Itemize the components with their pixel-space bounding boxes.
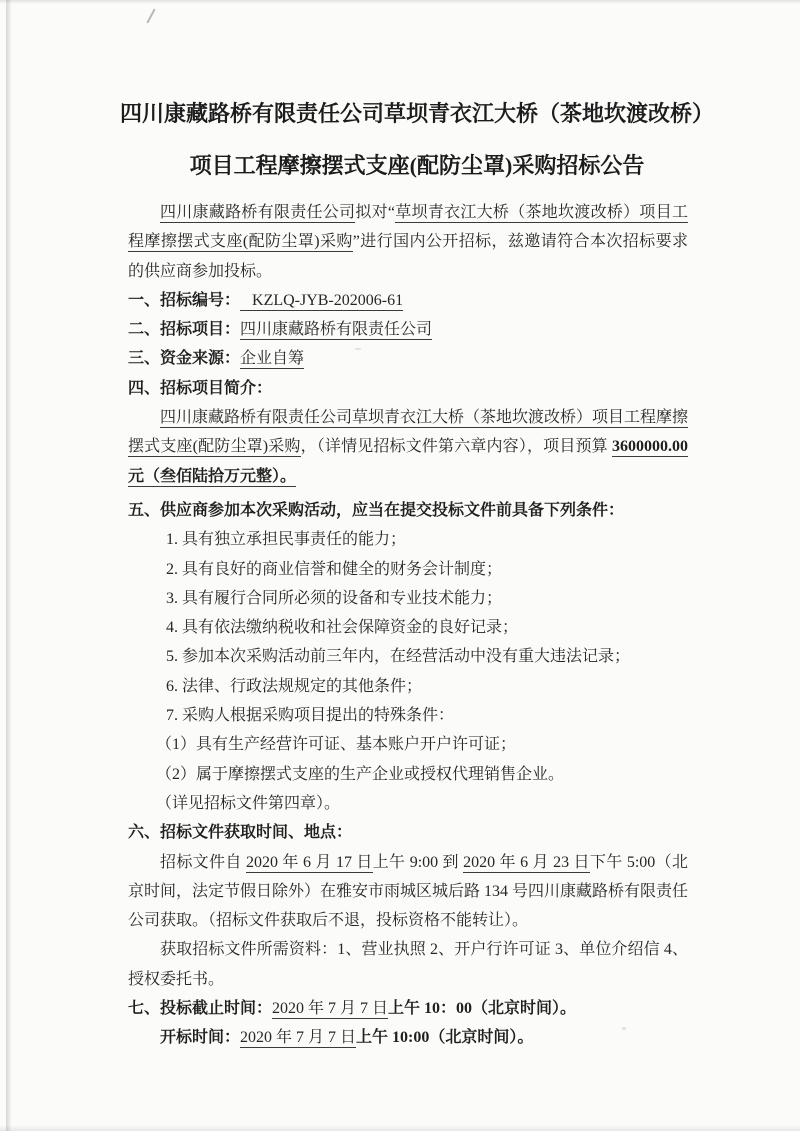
bidder-company-name: 四川康藏路桥有限责任公司	[160, 204, 356, 221]
bid-opening-line	[128, 1023, 688, 1052]
scan-edge-top-shadow	[0, 0, 800, 4]
intro-text-rest: ”进行国内公开招标，兹邀请符合本次招标要求的供应商参加投标。	[128, 233, 688, 280]
fund-source-value: 企业自筹	[240, 350, 305, 368]
title-line-2: 项目工程摩擦摆式支座(配防尘罩)采购招标公告	[189, 153, 645, 178]
section6-heading: 六、招标文件获取时间、地点：	[128, 824, 353, 842]
bid-deadline-date: 2020 年 7 月 7 日	[272, 1000, 389, 1018]
obtain-address-text: 下午 5:00（北京时间，法定节假日除外）在雅安市雨城区城后路 134 号四川康藏路桥有限责任公司获取。（招标文件获取后不退，投标资格不能转让）。	[128, 853, 689, 930]
project-brief-label: 四、招标项目简介：	[128, 379, 273, 397]
obtain-start-date: 2020 年 6 月 17 日	[246, 853, 373, 871]
qualification-item: 6. 法律、行政法规规定的其他条件；	[166, 677, 423, 695]
fund-source-label: 三、资金来源：	[128, 350, 241, 368]
intro-text: 拟对“	[355, 204, 395, 221]
scan-edge-left-shadow	[6, 0, 11, 1131]
qualification-subitem-note: （详见招标文件第四章）。	[156, 794, 341, 812]
qualification-item: 3. 具有履行合同所必须的设备和专业技术能力；	[166, 589, 503, 607]
project-budget: 3600000.00 元（叁佰陆拾万元整）。	[128, 438, 688, 485]
qualification-item: 4. 具有依法缴纳税收和社会保障资金的良好记录；	[166, 619, 519, 637]
project-brief-paragraph	[128, 403, 688, 491]
document-title	[120, 88, 714, 192]
section5-heading: 五、供应商参加本次采购活动，应当在提交投标文件前具备下列条件：	[128, 501, 625, 519]
qualification-item: 5. 参加本次采购活动前三年内，在经营活动中没有重大违法记录；	[166, 648, 631, 666]
scan-speck	[146, 8, 155, 23]
obtain-text: 上午 9:00 到	[372, 853, 464, 871]
intro-paragraph	[128, 198, 688, 286]
tender-number-value: KZLQ-JYB-202006-61	[240, 292, 403, 311]
tender-project-label: 二、招标项目：	[128, 321, 241, 339]
tender-project-value: 四川康藏路桥有限责任公司	[240, 321, 433, 339]
obtain-text: 招标文件自	[160, 853, 247, 871]
bid-opening-label: 开标时间：	[160, 1029, 241, 1047]
qualification-item: 1. 具有独立承担民事责任的能力；	[166, 531, 407, 549]
qualification-item: 7. 采购人根据采购项目提出的特殊条件：	[166, 707, 455, 725]
required-materials-paragraph: 获取招标文件所需资料：1、营业执照 2、开户行许可证 3、单位介绍信 4、授权委托书。	[128, 941, 688, 988]
field-fund-source	[128, 344, 688, 373]
qualification-subitem: （2）属于摩擦摆式支座的生产企业或授权代理销售企业。	[156, 765, 565, 783]
bid-deadline-line	[128, 994, 688, 1023]
qualification-item: 2. 具有良好的商业信誉和健全的财务会计制度；	[166, 560, 503, 578]
brief-text: ，（详情见招标文件第六章内容），项目预算	[300, 438, 612, 456]
brief-project-name: 四川康藏路桥有限责任公司草坝青衣江大桥（茶地坎渡改桥）项目工程摩擦摆式支座(配防尘罩)采购	[128, 409, 689, 456]
document-content	[120, 88, 715, 1053]
document-obtain-paragraph	[128, 848, 688, 936]
field-project-brief-heading	[128, 374, 688, 403]
bid-deadline-label: 七、投标截止时间：	[128, 1000, 273, 1018]
field-tender-number	[128, 286, 688, 315]
scan-edge-bottom-shadow	[0, 1125, 800, 1131]
title-line-1: 四川康藏路桥有限责任公司草坝青衣江大桥（茶地坎渡改桥）	[120, 101, 715, 126]
qualification-subitem: （1）具有生产经营许可证、基本账户开户许可证；	[156, 736, 517, 754]
bid-deadline-time: 上午 10：00（北京时间）。	[388, 1000, 577, 1018]
tender-number-label: 一、招标编号：	[128, 291, 241, 309]
bid-opening-time: 上午 10:00（北京时间）。	[356, 1029, 534, 1047]
bid-opening-date: 2020 年 7 月 7 日	[240, 1029, 357, 1047]
field-tender-project	[128, 315, 688, 344]
obtain-end-date: 2020 年 6 月 23 日	[463, 853, 590, 871]
project-name: 草坝青衣江大桥（茶地坎渡改桥）项目工程摩擦摆式支座(配防尘罩)采购	[128, 204, 688, 251]
